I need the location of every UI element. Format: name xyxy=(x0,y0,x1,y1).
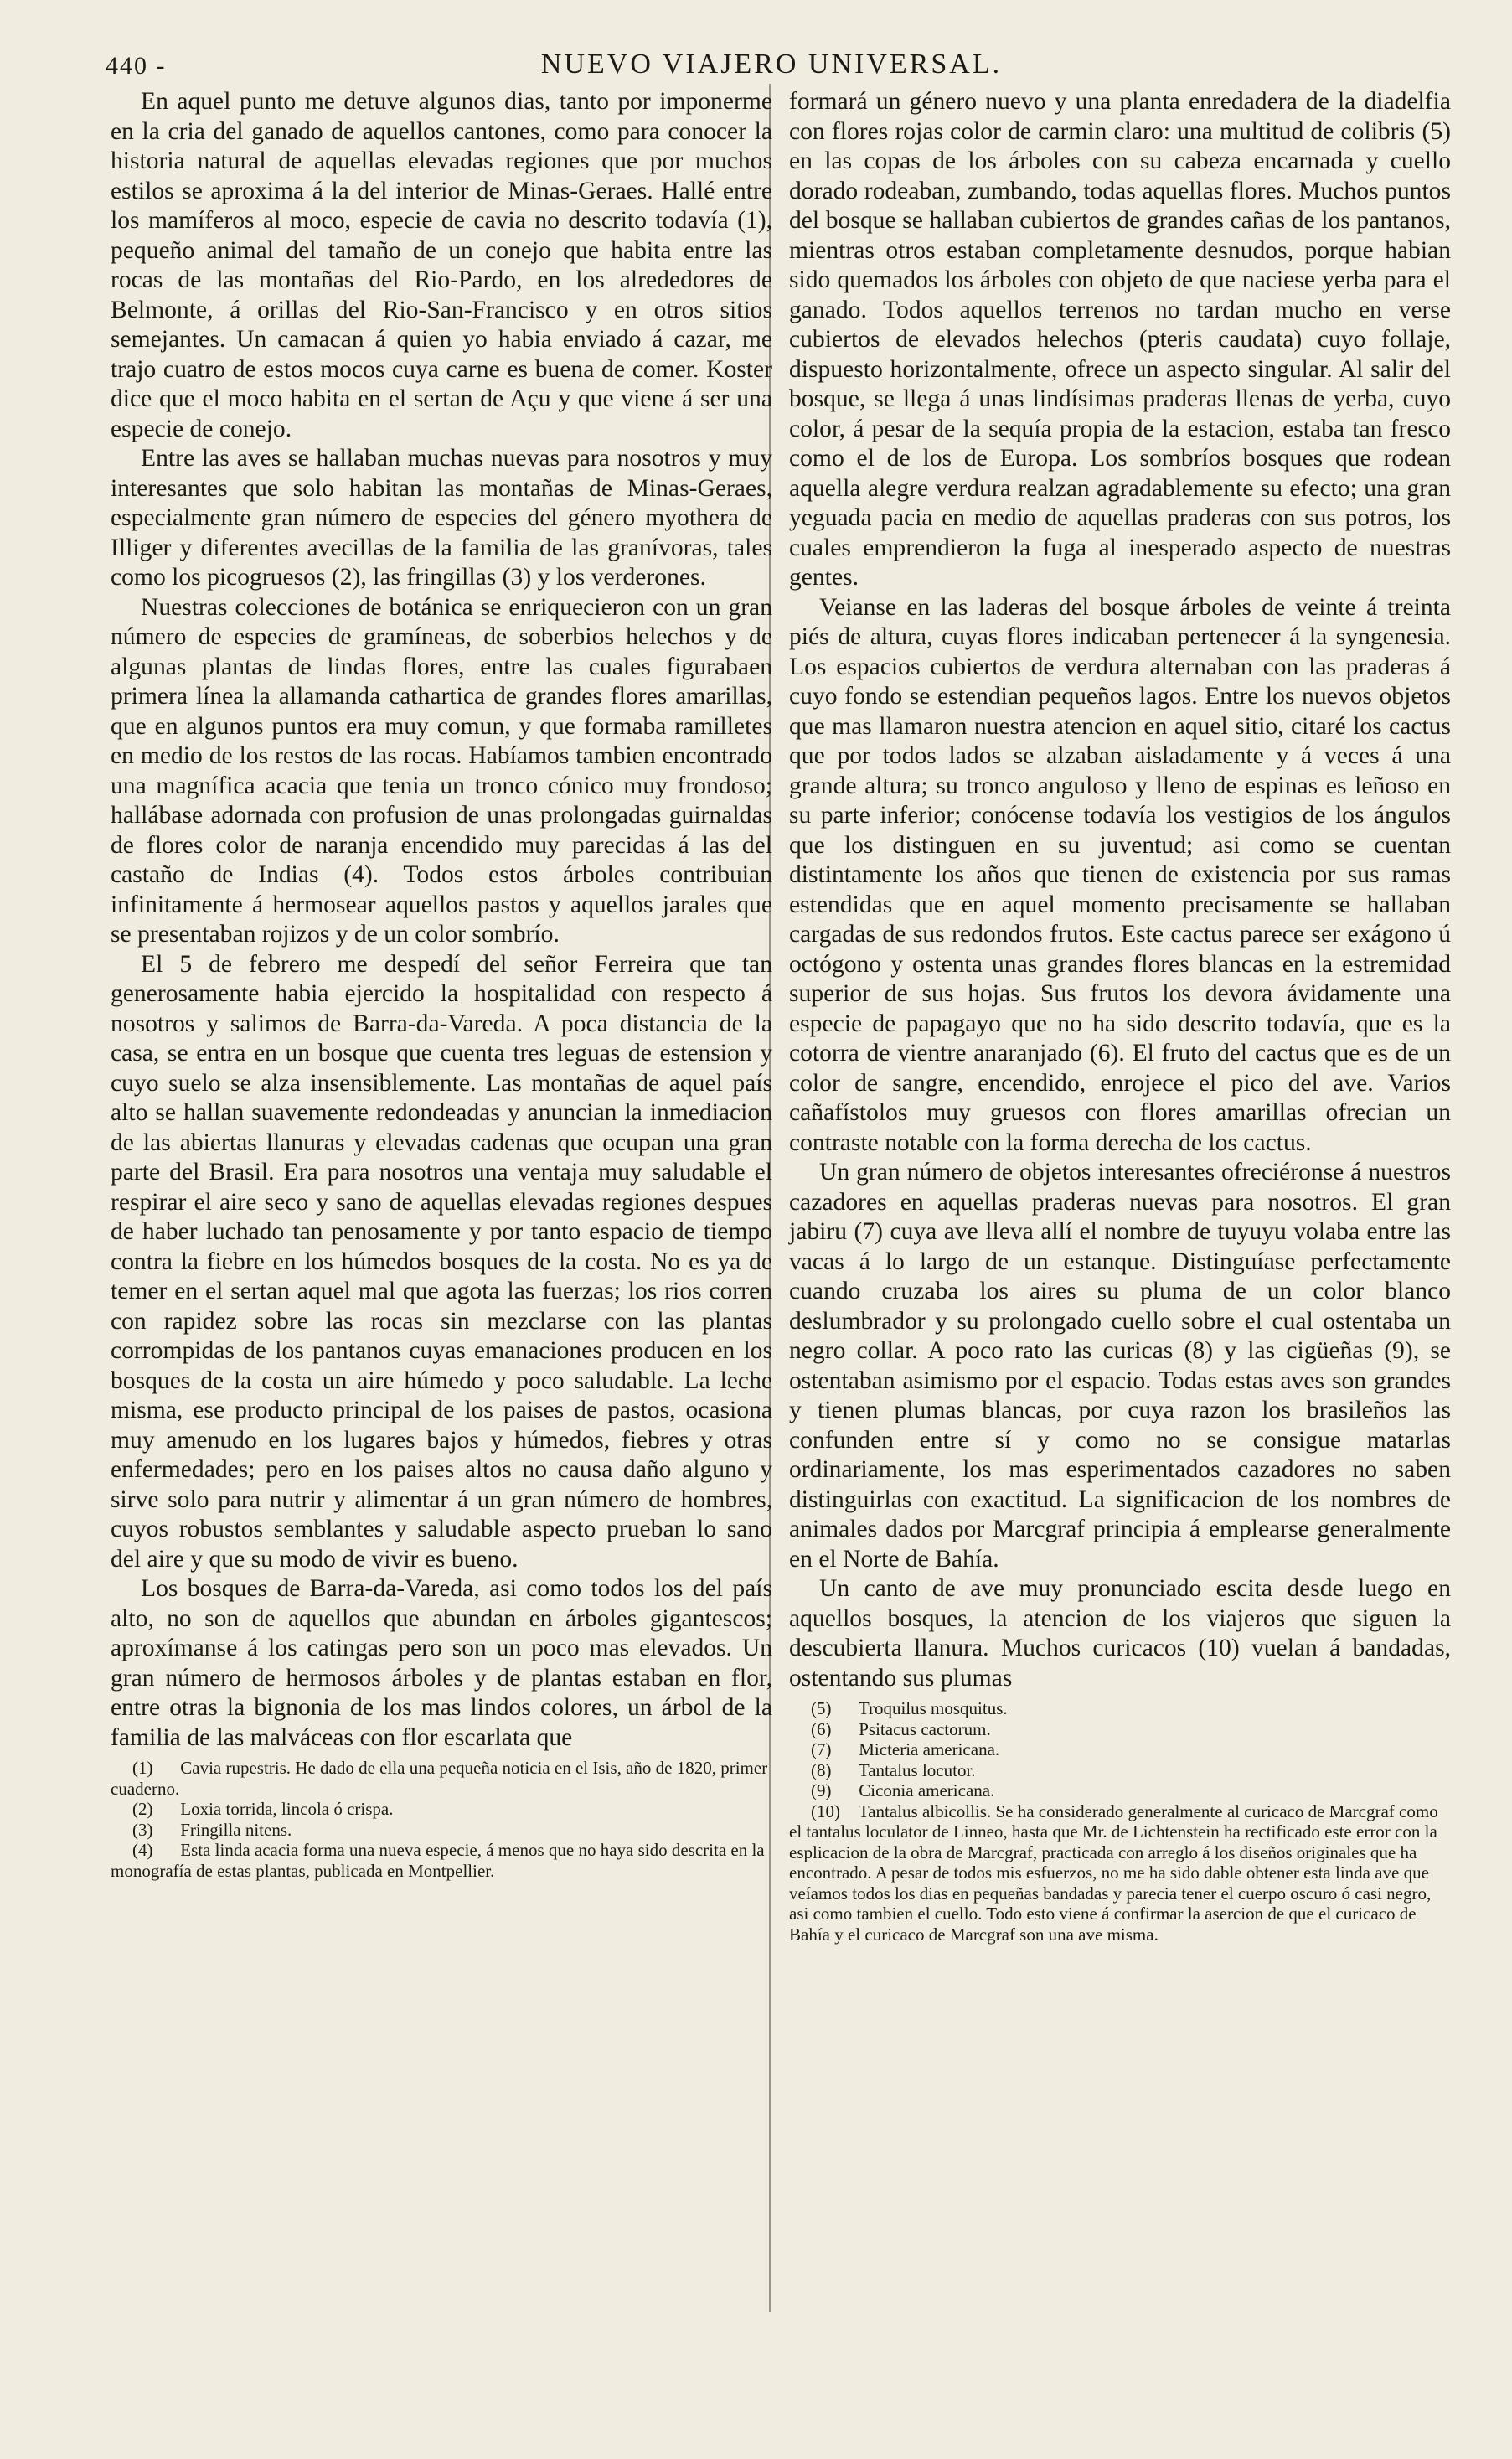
footnote-text: Tantalus albicollis. Se ha considerado generalmente al curicaco de Marcgraf como el tantalus loculator de Linneo, hasta que Mr. de Lichtenstein ha rectificado este error con la esplicacion de la obra de Marcgraf, practicada con arreglo á los diseños originales que ha encontrado. A pesar de todos mis esfuerzos, no me ha sido dable obtener esta linda ave que veíamos todos los dias en pequeñas bandadas y parecia tener el cuerpo oscuro ó casi negro, asi como tambien el cuello. Todo esto viene á confirmar la asercion de que el curicaco de Bahía y el curicaco de Marcgraf son una ave misma. xyxy=(789,1800,1438,1945)
footnote-text: Ciconia americana. xyxy=(859,1780,995,1800)
page-number: 440 - xyxy=(106,52,167,80)
footnote-text: Loxia torrida, lincola ó crispa. xyxy=(180,1799,394,1819)
footnote-text: Fringilla nitens. xyxy=(180,1819,292,1840)
footnote xyxy=(789,1719,1451,1740)
footnote xyxy=(789,1739,1451,1760)
footnote-text: Psitacus cactorum. xyxy=(859,1718,991,1739)
footnote-text: Troquilus mosquitus. xyxy=(858,1698,1008,1718)
paragraph: Un canto de ave muy pronunciado escita desde luego en aquellos bosques, la atencion de los viajeros que siguen la descubierta llanura. Muchos curicacos (10) vuelan á bandadas, ostentando sus plumas xyxy=(789,1575,1451,1692)
footnote-number: (9) xyxy=(811,1780,832,1800)
footnote-number: (3) xyxy=(132,1819,153,1840)
footnotes xyxy=(111,1758,772,1881)
paragraph: Nuestras colecciones de botánica se enriquecieron con un gran número de especies de gramíneas, de soberbios helechos y de algunas plantas de lindas flores, entre las cuales figurabaen primera línea la allamanda cathartica de grandes flores amarillas, que en algunos puntos era muy comun, y que formaba ramilletes en medio de los restos de las rocas. Habíamos tambien encontrado una magnífica acacia que tenia un tronco cónico muy frondoso; hallábase adornada con profusion de unas prolongadas guirnaldas de flores color de naranja encendido muy parecidas á las del castaño de Indias (4). Todos estos árboles contribuian infinitamente á hermosear aquellos pastos y aquellos jarales que se presentaban rojizos y de un color sombrío. xyxy=(111,593,772,948)
footnote-number: (8) xyxy=(811,1759,832,1780)
footnote xyxy=(111,1758,772,1799)
footnote-number: (6) xyxy=(811,1718,832,1739)
paragraph: Un gran número de objetos interesantes ofreciéronse á nuestros cazadores en aquellas praderas nuevas para nosotros. El gran jabiru (7) cuya ave lleva allí el nombre de tuyuyu volaba entre las vacas á lo largo de un estanque. Distinguíase perfectamente cuando cruzaba los aires su pluma de un color blanco deslumbrador y su prolongado cuello sobre el cual ostentaba un negro collar. A poco rato las curicas (8) y las cigüeñas (9), se ostentaban asimismo por el espacio. Todas estas aves son grandes y tienen plumas blancas, por cuya razon los brasileños las confunden entre sí y como no se consigue matarlas ordinariamente, los mas esperimentados cazadores no saben distinguirlas con exactitud. La significacion de los nombres de animales dados por Marcgraf principia á emplearse generalmente en el Norte de Bahía. xyxy=(789,1159,1451,1573)
footnote-text: Esta linda acacia forma una nueva especie, á menos que no haya sido descrita en la monografía de estas plantas, publicada en Montpellier. xyxy=(111,1840,765,1881)
footnote-number: (4) xyxy=(132,1840,153,1860)
footnote-number: (1) xyxy=(132,1758,153,1778)
paragraph: El 5 de febrero me despedí del señor Ferreira que tan generosamente habia ejercido la hospitalidad con respecto á nosotros y salimos de Barra-da-Vareda. A poca distancia de la casa, se entra en un bosque que cuenta tres leguas de estension y cuyo suelo se alza insensiblemente. Las montañas de aquel país alto se hallan suavemente redondeadas y anuncian la inmediacion de las abiertas llanuras y elevadas cadenas que ocupan una gran parte del Brasil. Era para nosotros una ventaja muy saludable el respirar el aire seco y sano de aquellas elevadas regiones despues de haber luchado tan penosamente y por tanto espacio de tiempo contra la fiebre en los húmedos bosques de la costa. No es ya de temer en el sertan aquel mal que agota las fuerzas; los rios corren con rapidez sobre las rocas sin mezclarse con las plantas corrompidas de los pantanos cuyas emanaciones producen en los bosques de la costa un aire húmedo y poco saludable. La leche misma, ese producto principal de los paises de pastos, ocasiona muy amenudo en los lugares bajos y húmedos, fiebres y otras enfermedades; pero en los paises altos no causa daño alguno y sirve solo para nutrir y alimentar á un gran número de hombres, cuyos robustos semblantes y saludable aspecto prueban lo sano del aire y que su modo de vivir es bueno. xyxy=(111,950,772,1573)
running-title: NUEVO VIAJERO UNIVERSAL. xyxy=(540,49,1003,80)
footnote-text: Micteria americana. xyxy=(859,1739,1000,1759)
footnote-number: (2) xyxy=(132,1799,153,1819)
footnote-text: Cavia rupestris. He dado de ella una pequeña noticia en el Isis, año de 1820, primer cuaderno. xyxy=(111,1758,768,1799)
footnotes xyxy=(789,1698,1451,1945)
paragraph: Veianse en las laderas del bosque árboles de veinte á treinta piés de altura, cuyas flores indicaban pertenecer á la syngenesia. Los espacios cubiertos de verdura alternaban con las praderas á cuyo fondo se estendian pequeños lagos. Entre los nuevos objetos que mas llamaron nuestra atencion en aquel sitio, citaré los cactus que por todos lados se alzaban aisladamente y á veces á una grande altura; su tronco anguloso y lleno de espinas es leñoso en su parte inferior; conócense todavía los vestigios de los ángulos que los distinguen en su juventud; asi como se cuentan distintamente los años que tienen de existencia por sus ramas estendidas que en aquel momento precisamente se hallaban cargadas de sus redondos frutos. Este cactus parece ser exágono ú octógono y ostenta unas grandes flores blancas en la estremidad superior de sus hojas. Sus frutos los devora ávidamente una especie de papagayo que no ha sido descrito todavía, que es la cotorra de vientre anaranjado (6). El fruto del cactus que es de un color de sangre, encendido, enrojece el pico del ave. Varios cañafístolos muy gruesos con flores amarillas ofrecian un contraste notable con la forma derecha de los cactus. xyxy=(789,593,1451,1156)
footnote xyxy=(111,1799,772,1820)
right-column xyxy=(789,87,1451,1945)
left-column xyxy=(111,87,772,1881)
paragraph: Los bosques de Barra-da-Vareda, asi como todos los del país alto, no son de aquellos que abundan en árboles gigantescos; aproxímanse á los catingas pero son un poco mas elevados. Un gran número de hermosos árboles y de plantas estaban en flor, entre otras la bignonia de los mas lindos colores, un árbol de la familia de las malváceas con flor escarlata que xyxy=(111,1575,772,1751)
footnote xyxy=(111,1840,772,1881)
paragraph: formará un género nuevo y una planta enredadera de la diadelfia con flores rojas color de carmin claro: una multitud de colibris (5) en las copas de los árboles con su cabeza encarnada y cuello dorado rodeaban, zumbando, todas aquellas flores. Muchos puntos del bosque se hallaban cubiertos de grandes cañas de los pantanos, mientras otros estaban completamente desnudos, porque habian sido quemados los árboles con objeto de que naciese yerba para el ganado. Todos aquellos terrenos no tardan mucho en verse cubiertos de elevados helechos (pteris caudata) cuyo follaje, dispuesto horizontalmente, ofrece un aspecto singular. Al salir del bosque, se llega á unas lindísimas praderas llenas de yerba, cuyo color, á pesar de la sequía propia de la estacion, estaba tan fresco como el de los de Europa. Los sombríos bosques que rodean aquella alegre verdura realzan agradablemente su efecto; una gran yeguada pacia en medio de aquellas praderas con sus potros, los cuales emprendieron la fuga al inesperado aspecto de nuestras gentes. xyxy=(789,88,1451,591)
page-header xyxy=(106,49,1437,85)
footnote-number: (5) xyxy=(811,1698,832,1718)
footnote-number: (7) xyxy=(811,1739,832,1759)
footnote-text: Tantalus locutor. xyxy=(858,1759,976,1780)
footnote xyxy=(789,1698,1451,1719)
paragraph: Entre las aves se hallaban muchas nuevas para nosotros y muy interesantes que solo habitan las montañas de Minas-Geraes, especialmente gran número de especies del género myothera de Illiger y diferentes avecillas de la familia de las granívoras, tales como los picogruesos (2), las fringillas (3) y los verderones. xyxy=(111,445,772,591)
footnote xyxy=(789,1760,1451,1781)
footnote xyxy=(111,1820,772,1841)
footnote xyxy=(789,1780,1451,1801)
footnote xyxy=(789,1801,1451,1945)
footnote-number: (10) xyxy=(811,1800,840,1821)
paragraph: En aquel punto me detuve algunos dias, tanto por imponerme en la cria del ganado de aquellos cantones, como para conocer la historia natural de aquellas elevadas regiones que por muchos estilos se aproxima á la del interior de Minas-Geraes. Hallé entre los mamíferos al moco, especie de cavia no descrito todavía (1), pequeño animal del tamaño de un conejo que habita entre las rocas de las montañas del Rio-Pardo, en los alrededores de Belmonte, á orillas del Rio-San-Francisco y en otros sitios semejantes. Un camacan á quien yo habia enviado á cazar, me trajo cuatro de estos mocos cuya carne es buena de comer. Koster dice que el moco habita en el sertan de Açu y que viene á ser una especie de conejo. xyxy=(111,88,772,442)
